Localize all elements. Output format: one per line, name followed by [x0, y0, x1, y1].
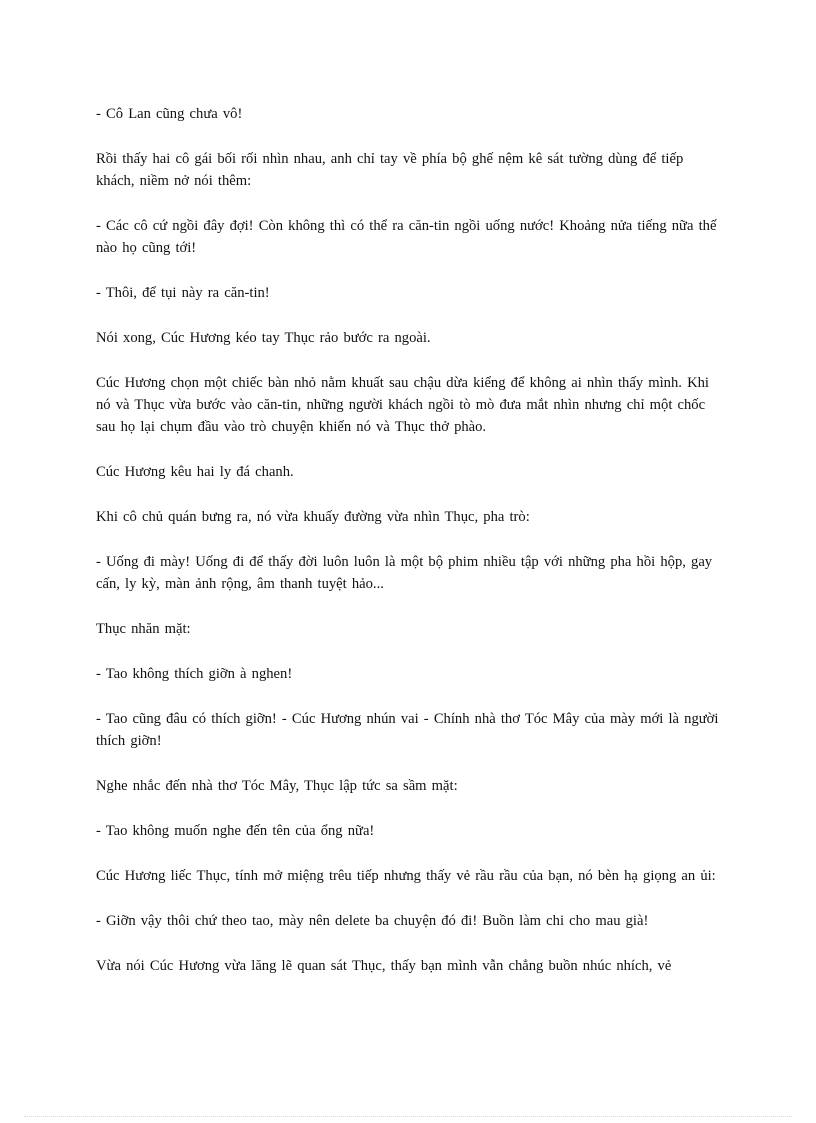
paragraph: Nghe nhắc đến nhà thơ Tóc Mây, Thục lập tức sa sầm mặt:	[96, 778, 458, 794]
paragraph: Khi cô chủ quán bưng ra, nó vừa khuấy đường vừa nhìn Thục, pha trò:	[96, 509, 530, 525]
paragraph: Nói xong, Cúc Hương kéo tay Thục rảo bước ra ngoài.	[96, 330, 431, 346]
paragraph: Rồi thấy hai cô gái bối rối nhìn nhau, anh chỉ tay về phía bộ ghế nệm kê sát tường dùng để tiếp khách, niềm nở nói thêm:	[96, 151, 684, 189]
paragraph: - Giỡn vậy thôi chứ theo tao, mày nên delete ba chuyện đó đi! Buồn làm chi cho mau già!	[96, 913, 649, 929]
paragraph: - Uống đi mày! Uống đi để thấy đời luôn luôn là một bộ phim nhiều tập với những pha hồi hộp, gay cấn, ly kỳ, màn ảnh rộng, âm thanh tuyệt hảo...	[96, 554, 713, 592]
paragraph: Vừa nói Cúc Hương vừa lăng lẽ quan sát Thục, thấy bạn mình vẫn chẳng buồn nhúc nhích, vẻ	[96, 958, 672, 974]
document-body	[96, 103, 724, 1000]
paragraph: - Tao không muốn nghe đến tên của ổng nữa!	[96, 823, 375, 839]
paragraph: Cúc Hương kêu hai ly đá chanh.	[96, 464, 294, 480]
paragraph: - Tao cũng đâu có thích giỡn! - Cúc Hương nhún vai - Chính nhà thơ Tóc Mây của mày mới là người thích giỡn!	[96, 711, 719, 749]
paragraph: - Cô Lan cũng chưa vô!	[96, 106, 243, 122]
page-bottom-divider	[24, 1116, 792, 1117]
paragraph: Cúc Hương chọn một chiếc bàn nhỏ nằm khuất sau chậu dừa kiểng để không ai nhìn thấy mình. Khi nó và Thục vừa bước vào căn-tin, những người khách ngồi tò mò đưa mắt nhìn nhưng chỉ một chốc sau họ lại chụm đầu vào trò chuyện khiến nó và Thục thở phào.	[96, 375, 709, 435]
paragraph: - Thôi, để tụi này ra căn-tin!	[96, 285, 270, 301]
paragraph: - Các cô cứ ngồi đây đợi! Còn không thì có thể ra căn-tin ngồi uống nước! Khoảng nửa tiếng nữa thế nào họ cũng tới!	[96, 218, 717, 256]
paragraph: Thục nhăn mặt:	[96, 621, 191, 637]
paragraph: - Tao không thích giỡn à nghen!	[96, 666, 293, 682]
paragraph: Cúc Hương liếc Thục, tính mở miệng trêu tiếp nhưng thấy vẻ rầu rầu của bạn, nó bèn hạ giọng an ủi:	[96, 868, 716, 884]
